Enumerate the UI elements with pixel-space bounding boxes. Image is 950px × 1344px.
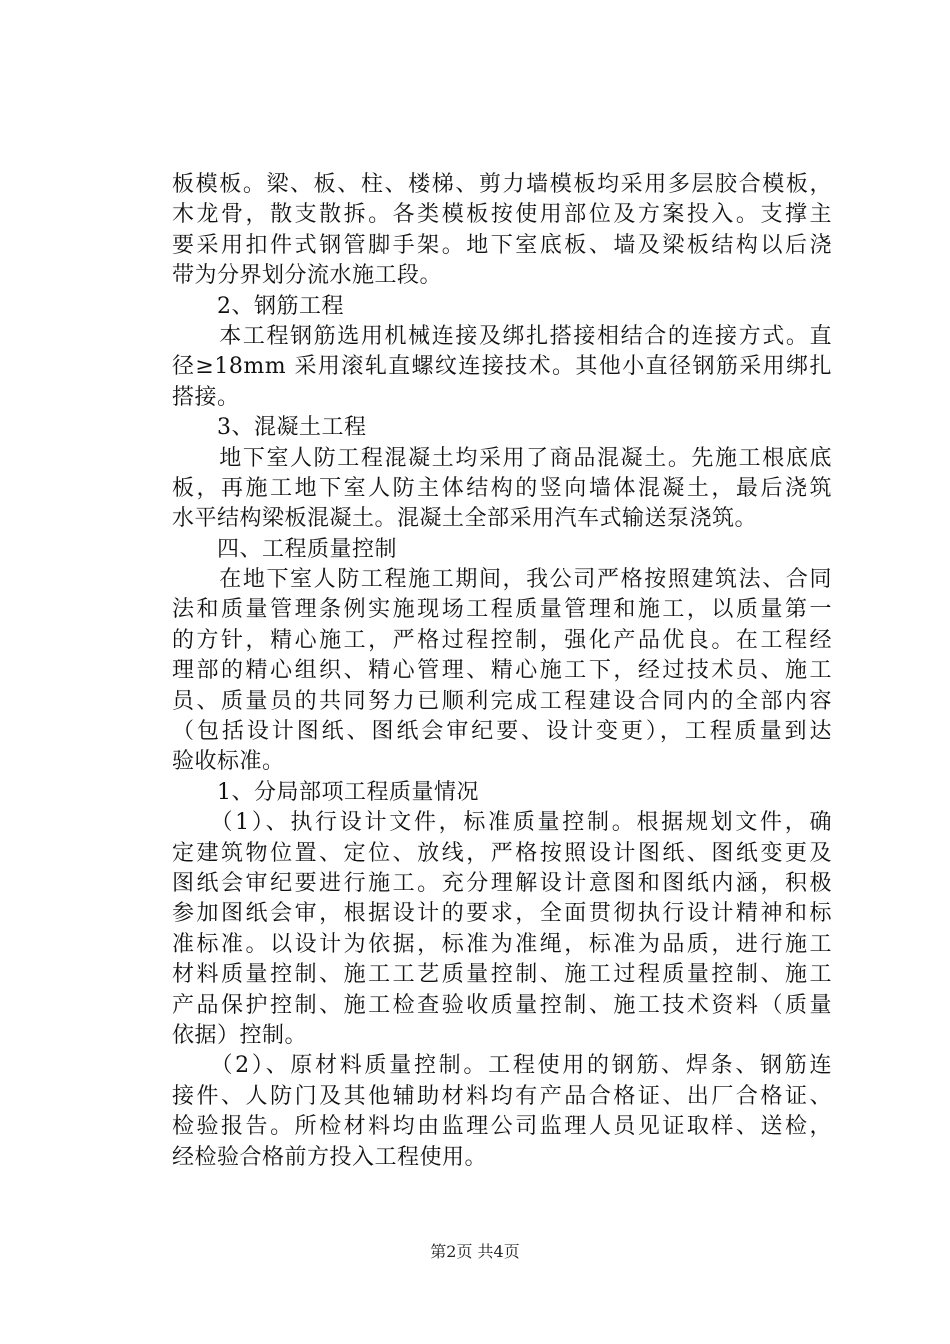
text-line: 地下室人防工程混凝土均采用了商品混凝土。先施工根底底 bbox=[172, 445, 832, 471]
text-line: （包括设计图纸、图纸会审纪要、设计变更），工程质量到达 bbox=[172, 719, 832, 745]
text-line: 搭接。 bbox=[172, 384, 240, 410]
page-number-label: 第2页 共4页 bbox=[430, 1242, 520, 1261]
text-line: 接件、人防门及其他辅助材料均有产品合格证、出厂合格证、 bbox=[172, 1083, 832, 1109]
text-line: 理部的精心组织、精心管理、精心施工下，经过技术员、施工 bbox=[172, 658, 832, 684]
section-heading: 2、钢筋工程 bbox=[172, 293, 344, 319]
text-line: 水平结构梁板混凝土。混凝土全部采用汽车式输送泵浇筑。 bbox=[172, 506, 758, 532]
text-line: 板模板。梁、板、柱、楼梯、剪力墙模板均采用多层胶合模板， bbox=[172, 172, 832, 197]
section-heading: 1、分局部项工程质量情况 bbox=[172, 779, 479, 805]
text-line: 法和质量管理条例实施现场工程质量管理和施工，以质量第一 bbox=[172, 597, 832, 623]
text-line: 木龙骨，散支散拆。各类模板按使用部位及方案投入。支撑主 bbox=[172, 202, 832, 228]
text-line: 图纸会审纪要进行施工。充分理解设计意图和图纸内涵，积极 bbox=[172, 870, 832, 896]
text-line: 经检验合格前方投入工程使用。 bbox=[172, 1144, 488, 1170]
text-line: （1）、执行设计文件，标准质量控制。根据规划文件，确 bbox=[172, 810, 832, 836]
text-line: （2）、原材料质量控制。工程使用的钢筋、焊条、钢筋连 bbox=[172, 1053, 832, 1079]
text-line: 的方针，精心施工，严格过程控制，强化产品优良。在工程经 bbox=[172, 627, 832, 653]
document-body bbox=[172, 170, 832, 1173]
section-heading: 四、工程质量控制 bbox=[172, 536, 398, 562]
text-line: 员、质量员的共同努力已顺利完成工程建设合同内的全部内容 bbox=[172, 688, 832, 714]
section-heading: 3、混凝土工程 bbox=[172, 415, 367, 441]
page-footer bbox=[0, 1240, 950, 1264]
text-line: 带为分界划分流水施工段。 bbox=[172, 263, 443, 289]
text-line: 依据）控制。 bbox=[172, 1022, 308, 1048]
text-line: 在地下室人防工程施工期间，我公司严格按照建筑法、合同 bbox=[172, 567, 832, 593]
text-line: 检验报告。所检材料均由监理公司监理人员见证取样、送检， bbox=[172, 1114, 832, 1140]
text-line: 准标准。以设计为依据，标准为准绳，标准为品质，进行施工 bbox=[172, 931, 832, 957]
text-line: 定建筑物位置、定位、放线，严格按照设计图纸、图纸变更及 bbox=[172, 840, 832, 866]
text-line: 径≥18mm 采用滚轧直螺纹连接技术。其他小直径钢筋采用绑扎 bbox=[172, 354, 832, 380]
text-line: 板，再施工地下室人防主体结构的竖向墙体混凝土，最后浇筑 bbox=[172, 475, 832, 501]
text-line: 要采用扣件式钢管脚手架。地下室底板、墙及梁板结构以后浇 bbox=[172, 232, 832, 258]
text-line: 产品保护控制、施工检查验收质量控制、施工技术资料（质量 bbox=[172, 992, 832, 1018]
text-line: 验收标准。 bbox=[172, 749, 285, 775]
text-line: 材料质量控制、施工工艺质量控制、施工过程质量控制、施工 bbox=[172, 962, 832, 988]
text-line: 本工程钢筋选用机械连接及绑扎搭接相结合的连接方式。直 bbox=[172, 323, 832, 349]
text-line: 参加图纸会审，根据设计的要求，全面贯彻执行设计精神和标 bbox=[172, 901, 832, 927]
